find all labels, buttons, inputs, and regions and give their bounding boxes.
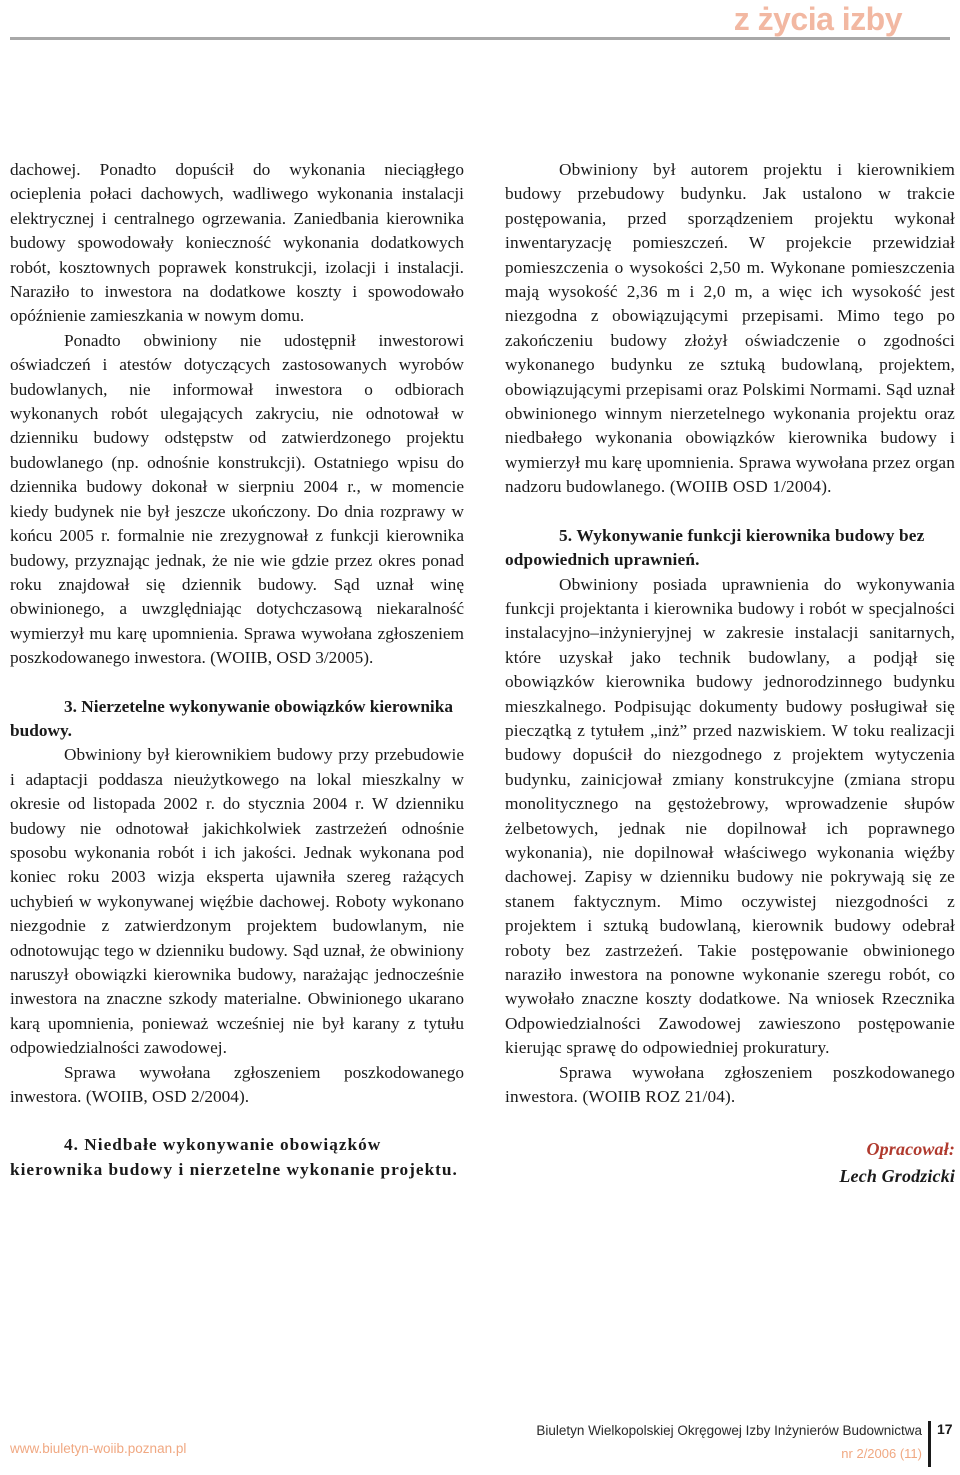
- paragraph: Obwiniony był autorem projektu i kierownikiem budowy przebudowy budynku. Jak ustalono w trakcie postępowania, przed sporządzeniem projektu wykonał inwentaryzację pomieszczeń. W projekcie przewidział pomieszczenia o wysokości 2,50 m. Wykonane pomieszczenia mają wysokość 2,36 m i 2,0 m, a więc ich wysokość jest niezgodna z obowiązującymi przepisami. Mimo tego po zakończeniu budowy złożył oświadczenie o zgodności wykonanego budynku ze sztuką budowlaną, projektem, obowiązującymi przepisami oraz Polskimi Normami. Sąd uznał obwinionego winnym nierzetelnego wykonania projektu oraz niedbałego wykonania obowiązków kierownika budowy i wymierzył mu karę upomnienia. Sprawa wywołana przez organ nadzoru budowlanego. (WOIIB OSD 1/2004).: [505, 160, 955, 497]
- footer-divider: [928, 1421, 931, 1467]
- left-column: [10, 158, 464, 1182]
- paragraph: dachowej. Ponadto dopuścił do wykonania nieciągłego ocieplenia połaci dachowych, wadliwego wykonania instalacji elektrycznej i centralnego ogrzewania. Zaniedbania kierownika budowy spowodowały konieczność wykonania dodatkowych robót, kosztownych poprawek konstrukcji, izolacji i instalacji. Naraziło to inwestora na dodatkowe koszty i spowodowało opóźnienie zamieszkania w nowym domu.: [10, 160, 464, 326]
- footer-journal-name: Biuletyn Wielkopolskiej Okręgowej Izby Inżynierów Budownictwa: [536, 1423, 922, 1438]
- author-name: Lech Grodzicki: [839, 1166, 955, 1187]
- paragraph: Sprawa wywołana zgłoszeniem poszkodowanego inwestora. (WOIIB, OSD 2/2004).: [10, 1062, 464, 1107]
- right-column: [505, 158, 955, 1190]
- paragraph: Sprawa wywołana zgłoszeniem poszkodowanego inwestora. (WOIIB ROZ 21/04).: [505, 1062, 955, 1107]
- footer-issue-number: nr 2/2006 (11): [841, 1446, 922, 1461]
- section-heading-5: 5. Wykonywanie funkcji kierownika budowy bez odpowiednich uprawnień.: [505, 525, 925, 570]
- author-role: Opracował:: [866, 1139, 955, 1160]
- paragraph: Obwiniony posiada uprawnienia do wykonywania funkcji projektanta i kierownika budowy i robót w specjalności instalacyjno–inżynieryjnej w zakresie instalacji sanitarnych, które uzyskał jako technik budowlany, a podjął się obowiązków kierownika budowy jednorodzinnego budynku mieszkalnego. Podpisując dokumenty budowy posługiwał się pieczątką z tytułem „inż” przed nazwiskiem. W toku realizacji budowy dopuścił do niezgodnego z projektem wytyczenia budynku, zainicjował zmiany konstrukcyjne (zmiana stropu monolitycznego na gęstożebrowy, wprowadzenie słupów żelbetowych, jednak nie dopilnował ich poprawnego wykonania), nie dopilnował właściwego wykonania więźby dachowej. Zapisy w dzienniku budowy nie pokrywają się ze stanem faktycznym. Mimo oczywistej niezgodności z projektem i sztuką budowlaną, kierownik budowy odebrał roboty bez zastrzeżeń. Takie postępowanie obwinionego naraziło inwestora na ponowne wykonanie szeregu robót, co wywołało znaczne koszty dodatkowe. Na wniosek Rzecznika Odpowiedzialności Zawodowej zawieszono postępowanie kierując sprawę do odpowiedniej prokuratury.: [505, 574, 955, 1058]
- section-title: z życia izby: [733, 1, 902, 37]
- footer-website-link[interactable]: www.biuletyn-woiib.poznan.pl: [10, 1441, 187, 1456]
- page-number: 17: [937, 1421, 953, 1437]
- section-heading-3: 3. Nierzetelne wykonywanie obowiązków kierownika budowy.: [10, 696, 453, 740]
- author-signature: [505, 1136, 955, 1190]
- paragraph: Obwiniony był kierownikiem budowy przy przebudowie i adaptacji poddasza nieużytkowego na lokal mieszkalny w okresie od listopada 2002 r. do stycznia 2004 r. W dzienniku budowy nie odnotował jakichkolwiek zastrzeżeń odnośnie sposobu wykonania robót i ich jakości. Jednak wykonana pod koniec roku 2003 wizja eksperta ujawniła szereg rażących uchybień w wykonywanej więźbie dachowej. Roboty wykonano niezgodnie z zatwierdzonym projektem budowlanym, nie odnotowując tego w dzienniku budowy. Sąd uznał, że obwiniony naruszył obowiązki kierownika budowy, narażając jednocześnie inwestora na znaczne szkody materialne. Obwinionego ukarano karą upomnienia, ponieważ wcześniej nie był karany z tytułu odpowiedzialności zawodowej.: [10, 745, 464, 1058]
- section-heading-4: 4. Niedbałe wykonywanie obowiązków kierownika budowy i nierzetelne wykonanie projektu.: [10, 1135, 458, 1179]
- header-divider: [10, 37, 950, 40]
- paragraph: Ponadto obwiniony nie udostępnił inwestorowi oświadczeń i atestów dotyczących zastosowanych wyrobów budowlanych, nie informował inwestora o odbiorach wykonanych robót ulegających zakryciu, nie odnotował w dzienniku budowy odstępstw od zatwierdzonego projektu budowlanego (np. odnośnie konstrukcji). Ostatniego wpisu do dziennika budowy dokonał w sierpniu 2004 r., w momencie kiedy budynek nie był jeszcze ukończony. Do dnia rozprawy w końcu 2005 r. formalnie nie zrezygnował z funkcji kierownika budowy, przyznając jednak, że nie wie gdzie przez okres ponad roku znajdował się dziennik budowy. Sąd uznał winę obwinionego, a uwzględniając dotychczasową niekaralność wymierzył mu karę upomnienia. Sprawa wywołana zgłoszeniem poszkodowanego inwestora. (WOIIB, OSD 3/2005).: [10, 330, 464, 668]
